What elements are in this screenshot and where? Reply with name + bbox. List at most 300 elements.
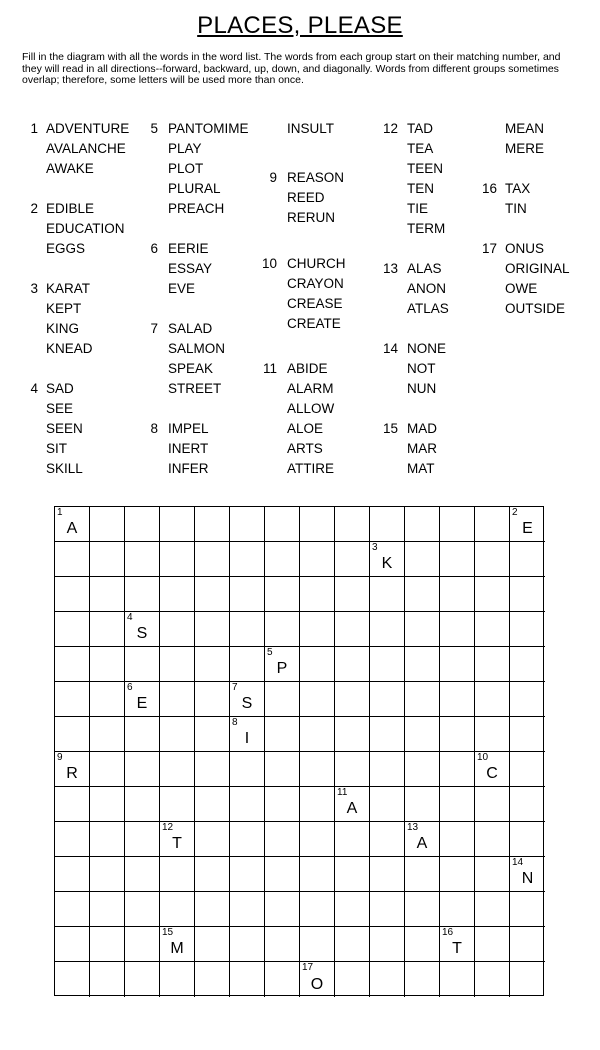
grid-cell[interactable] bbox=[335, 542, 370, 577]
group-number: 8 bbox=[150, 421, 158, 436]
grid-cell[interactable] bbox=[405, 577, 440, 612]
grid-cell[interactable] bbox=[125, 717, 160, 752]
grid-cell[interactable] bbox=[125, 927, 160, 962]
grid-cell[interactable] bbox=[90, 682, 125, 717]
grid-cell-start-1[interactable] bbox=[55, 507, 90, 542]
word-list-item: CREASE bbox=[287, 296, 343, 311]
grid-cell[interactable] bbox=[55, 892, 90, 927]
grid-cell[interactable] bbox=[405, 787, 440, 822]
word-list-item: SALMON bbox=[168, 341, 226, 356]
cell-letter: K bbox=[381, 555, 393, 572]
grid-cell[interactable] bbox=[230, 612, 265, 647]
grid-cell[interactable] bbox=[510, 542, 545, 577]
grid-cell[interactable] bbox=[300, 892, 335, 927]
grid-cell[interactable] bbox=[405, 892, 440, 927]
grid-cell[interactable] bbox=[475, 717, 510, 752]
grid-cell[interactable] bbox=[475, 612, 510, 647]
cell-letter: A bbox=[66, 520, 78, 537]
grid-cell[interactable] bbox=[160, 647, 195, 682]
grid-cell[interactable] bbox=[90, 507, 125, 542]
word-list-item: ALLOW bbox=[287, 401, 335, 416]
grid-cell-start-15[interactable] bbox=[160, 927, 195, 962]
grid-cell-start-6[interactable] bbox=[125, 682, 160, 717]
grid-cell[interactable] bbox=[475, 542, 510, 577]
grid-cell[interactable] bbox=[335, 857, 370, 892]
grid-cell[interactable] bbox=[195, 787, 230, 822]
grid-cell[interactable] bbox=[55, 927, 90, 962]
grid-cell[interactable] bbox=[300, 927, 335, 962]
grid-cell[interactable] bbox=[300, 647, 335, 682]
cell-number: 5 bbox=[267, 647, 273, 658]
grid-cell[interactable] bbox=[475, 927, 510, 962]
grid-cell[interactable] bbox=[370, 822, 405, 857]
group-number: 14 bbox=[382, 341, 398, 356]
grid-cell[interactable] bbox=[160, 612, 195, 647]
group-number: 16 bbox=[481, 181, 497, 196]
grid-cell[interactable] bbox=[55, 787, 90, 822]
word-list-item: ORIGINAL bbox=[505, 261, 570, 276]
grid-cell[interactable] bbox=[405, 542, 440, 577]
grid-cell[interactable] bbox=[230, 927, 265, 962]
grid-cell[interactable] bbox=[335, 647, 370, 682]
grid-cell[interactable] bbox=[265, 682, 300, 717]
cell-number: 6 bbox=[127, 682, 133, 693]
grid-cell[interactable] bbox=[440, 822, 475, 857]
grid-cell[interactable] bbox=[160, 717, 195, 752]
grid-cell[interactable] bbox=[195, 647, 230, 682]
word-list-item: TIE bbox=[407, 201, 429, 216]
grid-cell[interactable] bbox=[125, 647, 160, 682]
grid-cell[interactable] bbox=[265, 542, 300, 577]
cell-letter: M bbox=[170, 940, 184, 957]
grid-cell[interactable] bbox=[300, 577, 335, 612]
grid-cell[interactable] bbox=[370, 752, 405, 787]
grid-cell[interactable] bbox=[125, 892, 160, 927]
puzzle-instructions: Fill in the diagram with all the words in the word list. The words from each group start on their matching number, and they will read in all directions--forward, backward, up, down, and diagonally. Words from different groups sometimes overlap; therefore, some letters will be used more than once. bbox=[22, 51, 561, 86]
word-list-item: KNEAD bbox=[46, 341, 93, 356]
grid-cell[interactable] bbox=[405, 752, 440, 787]
grid-cell[interactable] bbox=[55, 542, 90, 577]
word-list-item: OWE bbox=[505, 281, 538, 296]
word-list-item: SAD bbox=[46, 381, 74, 396]
grid-cell[interactable] bbox=[475, 682, 510, 717]
grid-cell[interactable] bbox=[370, 507, 405, 542]
word-list-item: CRAYON bbox=[287, 276, 344, 291]
cell-letter: A bbox=[346, 800, 358, 817]
cell-letter: C bbox=[486, 765, 498, 782]
grid-cell[interactable] bbox=[90, 822, 125, 857]
grid-cell[interactable] bbox=[90, 962, 125, 997]
word-list-item: TEA bbox=[407, 141, 434, 156]
grid-cell[interactable] bbox=[510, 962, 545, 997]
cell-number: 11 bbox=[337, 787, 348, 798]
grid-cell[interactable] bbox=[475, 787, 510, 822]
grid-cell[interactable] bbox=[160, 752, 195, 787]
word-list-item: EERIE bbox=[168, 241, 209, 256]
grid-cell-start-14[interactable] bbox=[510, 857, 545, 892]
cell-letter: I bbox=[244, 730, 250, 747]
grid-cell[interactable] bbox=[265, 612, 300, 647]
grid-cell[interactable] bbox=[125, 507, 160, 542]
grid-cell[interactable] bbox=[195, 682, 230, 717]
grid-cell[interactable] bbox=[265, 752, 300, 787]
group-number: 6 bbox=[150, 241, 158, 256]
grid-cell[interactable] bbox=[195, 717, 230, 752]
cell-letter: P bbox=[276, 660, 288, 677]
word-list-item: SEE bbox=[46, 401, 74, 416]
cell-number: 8 bbox=[232, 717, 238, 728]
word-list-item: REASON bbox=[287, 170, 345, 185]
grid-cell[interactable] bbox=[230, 577, 265, 612]
grid-cell[interactable] bbox=[475, 822, 510, 857]
grid-cell[interactable] bbox=[55, 682, 90, 717]
grid-cell[interactable] bbox=[405, 507, 440, 542]
grid-cell[interactable] bbox=[475, 962, 510, 997]
grid-cell[interactable] bbox=[90, 717, 125, 752]
grid-cell[interactable] bbox=[335, 822, 370, 857]
word-list-item: ABIDE bbox=[287, 361, 328, 376]
grid-cell[interactable] bbox=[440, 717, 475, 752]
word-list-item: MERE bbox=[505, 141, 545, 156]
word-list-item: SEEN bbox=[46, 421, 83, 436]
grid-cell-start-17[interactable] bbox=[300, 962, 335, 997]
grid-cell[interactable] bbox=[265, 857, 300, 892]
grid-cell[interactable] bbox=[440, 682, 475, 717]
word-list-item: TIN bbox=[505, 201, 527, 216]
grid-cell[interactable] bbox=[475, 857, 510, 892]
grid-cell-start-9[interactable] bbox=[55, 752, 90, 787]
grid-cell[interactable] bbox=[265, 717, 300, 752]
grid-cell[interactable] bbox=[265, 892, 300, 927]
grid-cell[interactable] bbox=[230, 857, 265, 892]
word-list-item: KING bbox=[46, 321, 80, 336]
grid-cell[interactable] bbox=[160, 542, 195, 577]
grid-cell[interactable] bbox=[300, 752, 335, 787]
grid-cell[interactable] bbox=[440, 647, 475, 682]
cell-letter: O bbox=[310, 976, 324, 993]
grid-cell[interactable] bbox=[510, 717, 545, 752]
grid-cell[interactable] bbox=[405, 717, 440, 752]
group-number: 12 bbox=[382, 121, 398, 136]
cell-number: 14 bbox=[512, 857, 524, 868]
word-list-item: ONUS bbox=[505, 241, 545, 256]
word-list-item: TERM bbox=[407, 221, 446, 236]
grid-cell[interactable] bbox=[440, 612, 475, 647]
word-list-item: TEEN bbox=[407, 161, 444, 176]
grid-cell[interactable] bbox=[160, 892, 195, 927]
grid-cell[interactable] bbox=[230, 542, 265, 577]
grid-cell[interactable] bbox=[55, 962, 90, 997]
grid-cell[interactable] bbox=[230, 787, 265, 822]
grid-cell-start-11[interactable] bbox=[335, 787, 370, 822]
grid-cell[interactable] bbox=[160, 857, 195, 892]
puzzle-title: PLACES, PLEASE bbox=[197, 12, 403, 39]
grid-cell[interactable] bbox=[55, 717, 90, 752]
grid-cell[interactable] bbox=[440, 857, 475, 892]
grid-cell[interactable] bbox=[195, 892, 230, 927]
word-list-item: TEN bbox=[407, 181, 434, 196]
word-list-item: KEPT bbox=[46, 301, 82, 316]
grid-cell[interactable] bbox=[440, 752, 475, 787]
word-list-item: AWAKE bbox=[46, 161, 94, 176]
grid-cell[interactable] bbox=[230, 507, 265, 542]
grid-cell[interactable] bbox=[335, 717, 370, 752]
grid-cell[interactable] bbox=[125, 752, 160, 787]
grid-cell[interactable] bbox=[265, 787, 300, 822]
word-list-item: PLAY bbox=[168, 141, 202, 156]
grid-cell[interactable] bbox=[510, 927, 545, 962]
grid-cell[interactable] bbox=[55, 577, 90, 612]
grid-cell[interactable] bbox=[90, 752, 125, 787]
word-list-item: ANON bbox=[407, 281, 447, 296]
grid-cell-start-16[interactable] bbox=[440, 927, 475, 962]
grid-cell[interactable] bbox=[370, 612, 405, 647]
cell-letter: A bbox=[416, 835, 428, 852]
grid-cell[interactable] bbox=[510, 577, 545, 612]
group-number: 4 bbox=[30, 381, 38, 396]
grid-cell[interactable] bbox=[335, 927, 370, 962]
word-list-item: CREATE bbox=[287, 316, 341, 331]
grid-cell[interactable] bbox=[125, 542, 160, 577]
grid-cell[interactable] bbox=[440, 577, 475, 612]
grid-cell[interactable] bbox=[195, 507, 230, 542]
word-list-item: NUN bbox=[407, 381, 437, 396]
grid-cell[interactable] bbox=[230, 822, 265, 857]
grid-cell[interactable] bbox=[265, 822, 300, 857]
grid-cell[interactable] bbox=[300, 507, 335, 542]
cell-letter: R bbox=[66, 765, 78, 782]
grid-cell-start-10[interactable] bbox=[475, 752, 510, 787]
word-list-item: KARAT bbox=[46, 281, 91, 296]
grid-cell[interactable] bbox=[195, 577, 230, 612]
grid-cell[interactable] bbox=[440, 542, 475, 577]
cell-letter: T bbox=[452, 940, 462, 957]
grid-cell[interactable] bbox=[230, 962, 265, 997]
word-list-item: EGGS bbox=[46, 241, 86, 256]
grid-cell[interactable] bbox=[335, 612, 370, 647]
grid-cell[interactable] bbox=[370, 857, 405, 892]
word-list-item: NONE bbox=[407, 341, 447, 356]
grid-cell[interactable] bbox=[370, 647, 405, 682]
cell-number: 2 bbox=[512, 507, 518, 518]
word-list-item: IMPEL bbox=[168, 421, 209, 436]
grid-cell-start-3[interactable] bbox=[370, 542, 405, 577]
grid-cell[interactable] bbox=[90, 577, 125, 612]
grid-cell[interactable] bbox=[370, 717, 405, 752]
grid-cell-start-5[interactable] bbox=[265, 647, 300, 682]
word-list-item: NOT bbox=[407, 361, 436, 376]
word-list-item: ATTIRE bbox=[287, 461, 334, 476]
grid-cell[interactable] bbox=[510, 892, 545, 927]
grid-cell[interactable] bbox=[335, 507, 370, 542]
grid-cell[interactable] bbox=[230, 892, 265, 927]
grid-cell-start-12[interactable] bbox=[160, 822, 195, 857]
grid-cell[interactable] bbox=[90, 612, 125, 647]
cell-number: 15 bbox=[162, 927, 174, 938]
grid-cell[interactable] bbox=[125, 822, 160, 857]
grid-cell[interactable] bbox=[300, 717, 335, 752]
grid-cell[interactable] bbox=[335, 962, 370, 997]
grid-cell[interactable] bbox=[510, 787, 545, 822]
grid-cell[interactable] bbox=[510, 682, 545, 717]
word-list-item: SALAD bbox=[168, 321, 213, 336]
grid-cell[interactable] bbox=[90, 892, 125, 927]
grid-cell[interactable] bbox=[125, 857, 160, 892]
cell-letter: S bbox=[136, 625, 148, 642]
grid-cell[interactable] bbox=[335, 752, 370, 787]
word-list-item: MEAN bbox=[505, 121, 545, 136]
grid-cell[interactable] bbox=[300, 542, 335, 577]
grid-cell[interactable] bbox=[440, 787, 475, 822]
grid-cell-start-7[interactable] bbox=[230, 682, 265, 717]
grid-cell[interactable] bbox=[300, 612, 335, 647]
grid-cell[interactable] bbox=[405, 927, 440, 962]
grid-cell[interactable] bbox=[160, 682, 195, 717]
group-number: 2 bbox=[30, 201, 38, 216]
group-number: 17 bbox=[481, 241, 497, 256]
cell-number: 1 bbox=[57, 507, 63, 518]
grid-cell[interactable] bbox=[440, 962, 475, 997]
grid-cell[interactable] bbox=[335, 682, 370, 717]
grid-cell[interactable] bbox=[125, 962, 160, 997]
grid-cell[interactable] bbox=[90, 647, 125, 682]
word-list-item: AVALANCHE bbox=[46, 141, 126, 156]
grid-cell[interactable] bbox=[370, 892, 405, 927]
group-number: 5 bbox=[150, 121, 158, 136]
word-list-item: ESSAY bbox=[168, 261, 213, 276]
grid-cell[interactable] bbox=[335, 577, 370, 612]
grid-cell[interactable] bbox=[55, 612, 90, 647]
word-list-item: EDUCATION bbox=[46, 221, 125, 236]
grid-cell-start-2[interactable] bbox=[510, 507, 545, 542]
grid-cell[interactable] bbox=[90, 542, 125, 577]
grid-cell[interactable] bbox=[370, 682, 405, 717]
group-number: 11 bbox=[262, 361, 277, 376]
grid-cell[interactable] bbox=[195, 822, 230, 857]
cell-number: 4 bbox=[127, 612, 133, 623]
grid-cell[interactable] bbox=[160, 787, 195, 822]
puzzle-grid bbox=[54, 506, 544, 996]
group-number: 7 bbox=[150, 321, 158, 336]
grid-cell[interactable] bbox=[405, 682, 440, 717]
grid-cell[interactable] bbox=[510, 822, 545, 857]
word-list-item: INFER bbox=[168, 461, 209, 476]
grid-cell[interactable] bbox=[195, 752, 230, 787]
grid-cell[interactable] bbox=[475, 577, 510, 612]
grid-cell[interactable] bbox=[125, 577, 160, 612]
grid-cell[interactable] bbox=[405, 962, 440, 997]
grid-cell[interactable] bbox=[475, 892, 510, 927]
grid-cell[interactable] bbox=[195, 857, 230, 892]
word-list-item: PLURAL bbox=[168, 181, 221, 196]
grid-cell[interactable] bbox=[300, 857, 335, 892]
word-list-item: MAD bbox=[407, 421, 437, 436]
grid-cell[interactable] bbox=[475, 647, 510, 682]
word-list-item: OUTSIDE bbox=[505, 301, 566, 316]
grid-cell[interactable] bbox=[300, 822, 335, 857]
grid-cell[interactable] bbox=[195, 612, 230, 647]
grid-cell[interactable] bbox=[90, 787, 125, 822]
word-list-item: MAT bbox=[407, 461, 435, 476]
grid-cell[interactable] bbox=[510, 647, 545, 682]
grid-cell[interactable] bbox=[300, 682, 335, 717]
grid-cell[interactable] bbox=[265, 507, 300, 542]
word-list-item: ALOE bbox=[287, 421, 324, 436]
grid-cell[interactable] bbox=[230, 752, 265, 787]
group-number: 9 bbox=[269, 170, 277, 185]
grid-cell[interactable] bbox=[300, 787, 335, 822]
group-number: 3 bbox=[30, 281, 38, 296]
word-list-item: TAX bbox=[505, 181, 531, 196]
grid-cell[interactable] bbox=[440, 892, 475, 927]
word-list-item: RERUN bbox=[287, 210, 336, 225]
grid-cell[interactable] bbox=[265, 962, 300, 997]
grid-cell[interactable] bbox=[440, 507, 475, 542]
word-list-item: PANTOMIME bbox=[168, 121, 249, 136]
grid-cell[interactable] bbox=[160, 577, 195, 612]
grid-cell[interactable] bbox=[370, 927, 405, 962]
grid-cell[interactable] bbox=[405, 647, 440, 682]
grid-cell[interactable] bbox=[405, 612, 440, 647]
grid-cell[interactable] bbox=[265, 577, 300, 612]
word-list-item: STREET bbox=[168, 381, 222, 396]
word-list bbox=[0, 0, 600, 490]
word-list-item: ALARM bbox=[287, 381, 334, 396]
grid-cell[interactable] bbox=[510, 612, 545, 647]
grid-cell-start-8[interactable] bbox=[230, 717, 265, 752]
word-list-item: PREACH bbox=[168, 201, 225, 216]
grid-cell[interactable] bbox=[265, 927, 300, 962]
grid-cell[interactable] bbox=[195, 962, 230, 997]
grid-cell[interactable] bbox=[195, 927, 230, 962]
grid-cell[interactable] bbox=[55, 822, 90, 857]
word-list-item: CHURCH bbox=[287, 256, 346, 271]
word-list-item: ATLAS bbox=[407, 301, 449, 316]
grid-cell[interactable] bbox=[370, 787, 405, 822]
cell-number: 10 bbox=[477, 752, 489, 763]
grid-cell[interactable] bbox=[230, 647, 265, 682]
word-list-item: TAD bbox=[407, 121, 433, 136]
grid-cell[interactable] bbox=[370, 577, 405, 612]
grid-cell-start-13[interactable] bbox=[405, 822, 440, 857]
grid-cell[interactable] bbox=[90, 927, 125, 962]
grid-cell[interactable] bbox=[55, 857, 90, 892]
group-number: 10 bbox=[261, 256, 277, 271]
cell-number: 3 bbox=[372, 542, 378, 553]
word-list-item: ALAS bbox=[407, 261, 442, 276]
grid-cell[interactable] bbox=[125, 787, 160, 822]
group-number: 13 bbox=[382, 261, 398, 276]
grid-cell[interactable] bbox=[405, 857, 440, 892]
grid-cell[interactable] bbox=[160, 507, 195, 542]
grid-cell[interactable] bbox=[55, 647, 90, 682]
grid-cell-start-4[interactable] bbox=[125, 612, 160, 647]
group-number: 1 bbox=[30, 121, 38, 136]
cell-number: 16 bbox=[442, 927, 454, 938]
word-list-item: REED bbox=[287, 190, 325, 205]
grid-cell[interactable] bbox=[370, 962, 405, 997]
grid-cell[interactable] bbox=[160, 962, 195, 997]
grid-cell[interactable] bbox=[195, 542, 230, 577]
grid-cell[interactable] bbox=[510, 752, 545, 787]
cell-number: 17 bbox=[302, 962, 314, 973]
word-list-item: PLOT bbox=[168, 161, 204, 176]
grid-cell[interactable] bbox=[475, 507, 510, 542]
word-list-item: ADVENTURE bbox=[46, 121, 130, 136]
cell-letter: E bbox=[522, 520, 533, 537]
grid-cell[interactable] bbox=[335, 892, 370, 927]
grid-cell[interactable] bbox=[90, 857, 125, 892]
